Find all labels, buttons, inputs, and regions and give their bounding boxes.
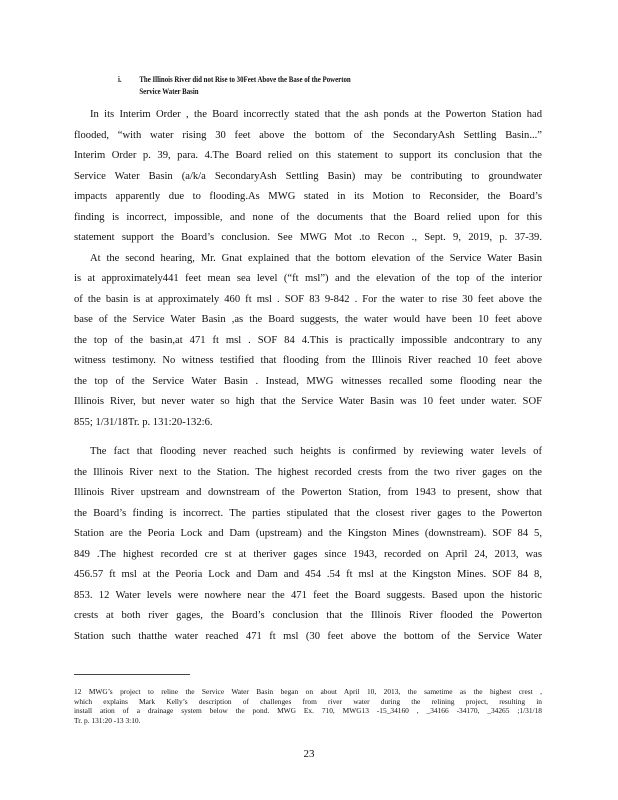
text-line: Interim Order p. 39, para. 4.The Board relied on this statement to support its conclusion that the (74, 150, 542, 161)
text-line: 853. 12 Water levels were nowhere near the 471 feet the Board suggests. Based upon the historic (74, 589, 542, 601)
text-line: flooded, “with water rising 30 feet above the bottom of the SecondaryAsh Settling Basin...” (74, 129, 542, 141)
text-line: finding is incorrect, impossible, and none of the documents that the Board relied upon for this (74, 211, 542, 223)
text-line: is at approximately441 feet mean sea level (“ft msl”) and the elevation of the top of the interior (74, 273, 542, 284)
text-line: 456.57 ft msl at the Peoria Lock and Dam and 454 .54 ft msl at the Kingston Mines. SOF 84 8, (74, 569, 542, 580)
text-line: base of the Service Water Basin ,as the Board suggests, the water would have been 10 feet above (74, 314, 542, 325)
section-heading (118, 74, 462, 98)
footnote-line: install ation of a drainage system below the pond. MWG Ex. 710, MWG13 -15_34160 , _34166 -34170, _34265 ;1/31/18 (74, 706, 542, 716)
footnote (74, 687, 542, 725)
text-line: 849 .The highest recorded cre st at theriver gages since 1943, recorded on April 24, 2013, was (74, 548, 542, 560)
text-line: the top of the basin,at 471 ft msl . SOF 84 4.This is practically impossible andcontrary to any (74, 334, 542, 346)
text-line: Station are the Peoria Lock and Dam (upstream) and the Kingston Mines (downstream). SOF 84 5, (74, 528, 542, 539)
footnote-separator (74, 674, 190, 675)
text-line: Station such thatthe water reached 471 ft msl (30 feet above the bottom of the Service Water (74, 630, 542, 642)
text-line: the Board’s finding is incorrect. The parties stipulated that the closest river gages to the Powerton (74, 507, 542, 519)
text-line: In its Interim Order , the Board incorrectly stated that the ash ponds at the Powerton Station had (90, 109, 542, 120)
footnote-line: 12 MWG’s project to reline the Service Water Basin began on about April 10, 2013, the sametime as the highest crest , (74, 687, 542, 696)
text-line: 855; 1/31/18Tr. p. 131:20-132:6. (74, 416, 213, 428)
heading-title: The Illinois River did not Rise to 30Feet Above the Base of the Powerton (139, 75, 351, 84)
text-line: impacts apparently due to flooding.As MWG stated in its Motion to Reconsider, the Board’s (74, 191, 542, 202)
text-line: the Illinois River next to the Station. The highest recorded crests from the two river gages on the (74, 466, 542, 478)
page-number: 23 (303, 748, 315, 760)
heading-number: i. (118, 75, 122, 84)
heading-line-1 (118, 74, 462, 86)
text-line: Service Water Basin (a/k/a SecondaryAsh Settling Basin) may be contributing to groundwater (74, 170, 542, 182)
text-line: statement support the Board’s conclusion. See MWG Mot .to Recon ., Sept. 9, 2019, p. 37-39. (74, 232, 542, 243)
footnote-line: which explains Mark Kelly’s description of challenges from river water during the relining project, resulting in (74, 696, 542, 706)
text-line: the top of the Service Water Basin . Instead, MWG witnesses recalled some flooding near the (74, 375, 542, 387)
text-line: crests at both river gages, the Board’s conclusion that the Illinois River flooded the Powerton (74, 610, 542, 621)
heading-line-2: Service Water Basin (139, 87, 199, 96)
paragraph-2 (74, 249, 542, 434)
text-line: The fact that flooding never reached such heights is confirmed by reviewing water levels of (90, 446, 542, 457)
footnote-line: Tr. p. 131:20 -13 3:10. (74, 715, 141, 725)
paragraph-3 (74, 442, 542, 647)
text-line: witness testimony. No witness testified that flooding from the Illinois River reached 10 feet above (74, 355, 542, 366)
text-line: Illinois River upstream and downstream of the Powerton Station, from 1943 to present, show that (74, 487, 542, 498)
text-line: Illinois River, but never water so high that the Service Water Basin was 10 feet under water. SOF (74, 396, 542, 407)
text-line: At the second hearing, Mr. Gnat explained that the bottom elevation of the Service Water Basin (90, 252, 542, 264)
paragraph-1 (74, 105, 542, 249)
text-line: of the basin is at approximately 460 ft msl . SOF 83 9-842 . For the water to rise 30 feet above the (74, 293, 542, 305)
body-text (74, 105, 542, 647)
